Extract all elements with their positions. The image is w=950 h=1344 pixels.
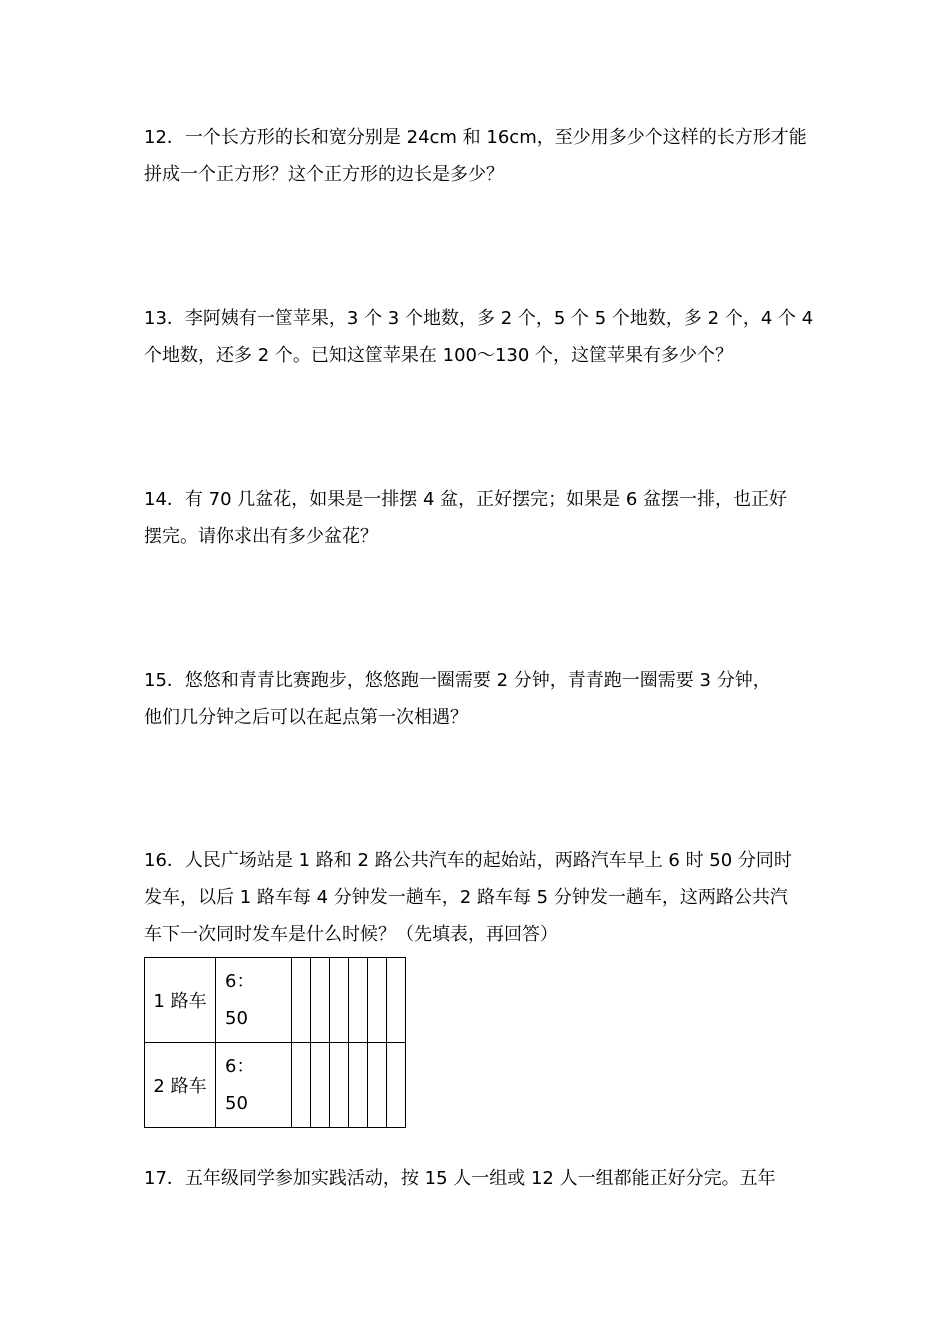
start-hour: 6：	[225, 971, 255, 992]
blank-cell[interactable]	[330, 1043, 349, 1128]
blank-cell[interactable]	[330, 958, 349, 1043]
table-row	[145, 958, 406, 1043]
question-15-line-2: 他们几分钟之后可以在起点第一次相遇？	[144, 707, 468, 728]
question-14-line-1: 14．有 70 几盆花，如果是一排摆 4 盆，正好摆完；如果是 6 盆摆一排，也正好	[144, 489, 788, 510]
blank-cell[interactable]	[292, 1043, 311, 1128]
start-hour: 6：	[225, 1056, 255, 1077]
route-label: 1 路车	[145, 958, 216, 1043]
blank-cell[interactable]	[387, 1043, 406, 1128]
question-17-line-1: 17．五年级同学参加实践活动，按 15 人一组或 12 人一组都能正好分完。五年	[144, 1168, 776, 1189]
blank-cell[interactable]	[349, 1043, 368, 1128]
question-16-line-2: 发车，以后 1 路车每 4 分钟发一趟车，2 路车每 5 分钟发一趟车，这两路公共汽	[144, 887, 788, 908]
bus-departure-table	[144, 957, 406, 1128]
table-row	[145, 1043, 406, 1128]
start-minute: 50	[225, 1008, 248, 1029]
blank-cell[interactable]	[311, 1043, 330, 1128]
blank-cell[interactable]	[292, 958, 311, 1043]
blank-cell[interactable]	[311, 958, 330, 1043]
question-12-line-1: 12．一个长方形的长和宽分别是 24cm 和 16cm，至少用多少个这样的长方形才能	[144, 127, 807, 148]
question-13-line-2: 个地数，还多 2 个。已知这筐苹果在 100～130 个，这筐苹果有多少个？	[144, 345, 734, 366]
route-label: 2 路车	[145, 1043, 216, 1128]
start-minute: 50	[225, 1093, 248, 1114]
question-15-line-1: 15．悠悠和青青比赛跑步，悠悠跑一圈需要 2 分钟，青青跑一圈需要 3 分钟，	[144, 670, 771, 691]
blank-cell[interactable]	[368, 958, 387, 1043]
start-time-cell	[216, 958, 292, 1043]
blank-cell[interactable]	[387, 958, 406, 1043]
start-time-cell	[216, 1043, 292, 1128]
question-12-line-2: 拼成一个正方形？这个正方形的边长是多少？	[144, 164, 504, 185]
blank-cell[interactable]	[368, 1043, 387, 1128]
question-16-line-3: 车下一次同时发车是什么时候？（先填表，再回答）	[144, 924, 558, 945]
blank-cell[interactable]	[349, 958, 368, 1043]
question-14-line-2: 摆完。请你求出有多少盆花？	[144, 526, 378, 547]
question-13-line-1: 13．李阿姨有一筐苹果，3 个 3 个地数，多 2 个，5 个 5 个地数，多 2 个，4 个 4	[144, 308, 814, 329]
question-16-line-1: 16．人民广场站是 1 路和 2 路公共汽车的起始站，两路汽车早上 6 时 50 分同时	[144, 850, 792, 871]
